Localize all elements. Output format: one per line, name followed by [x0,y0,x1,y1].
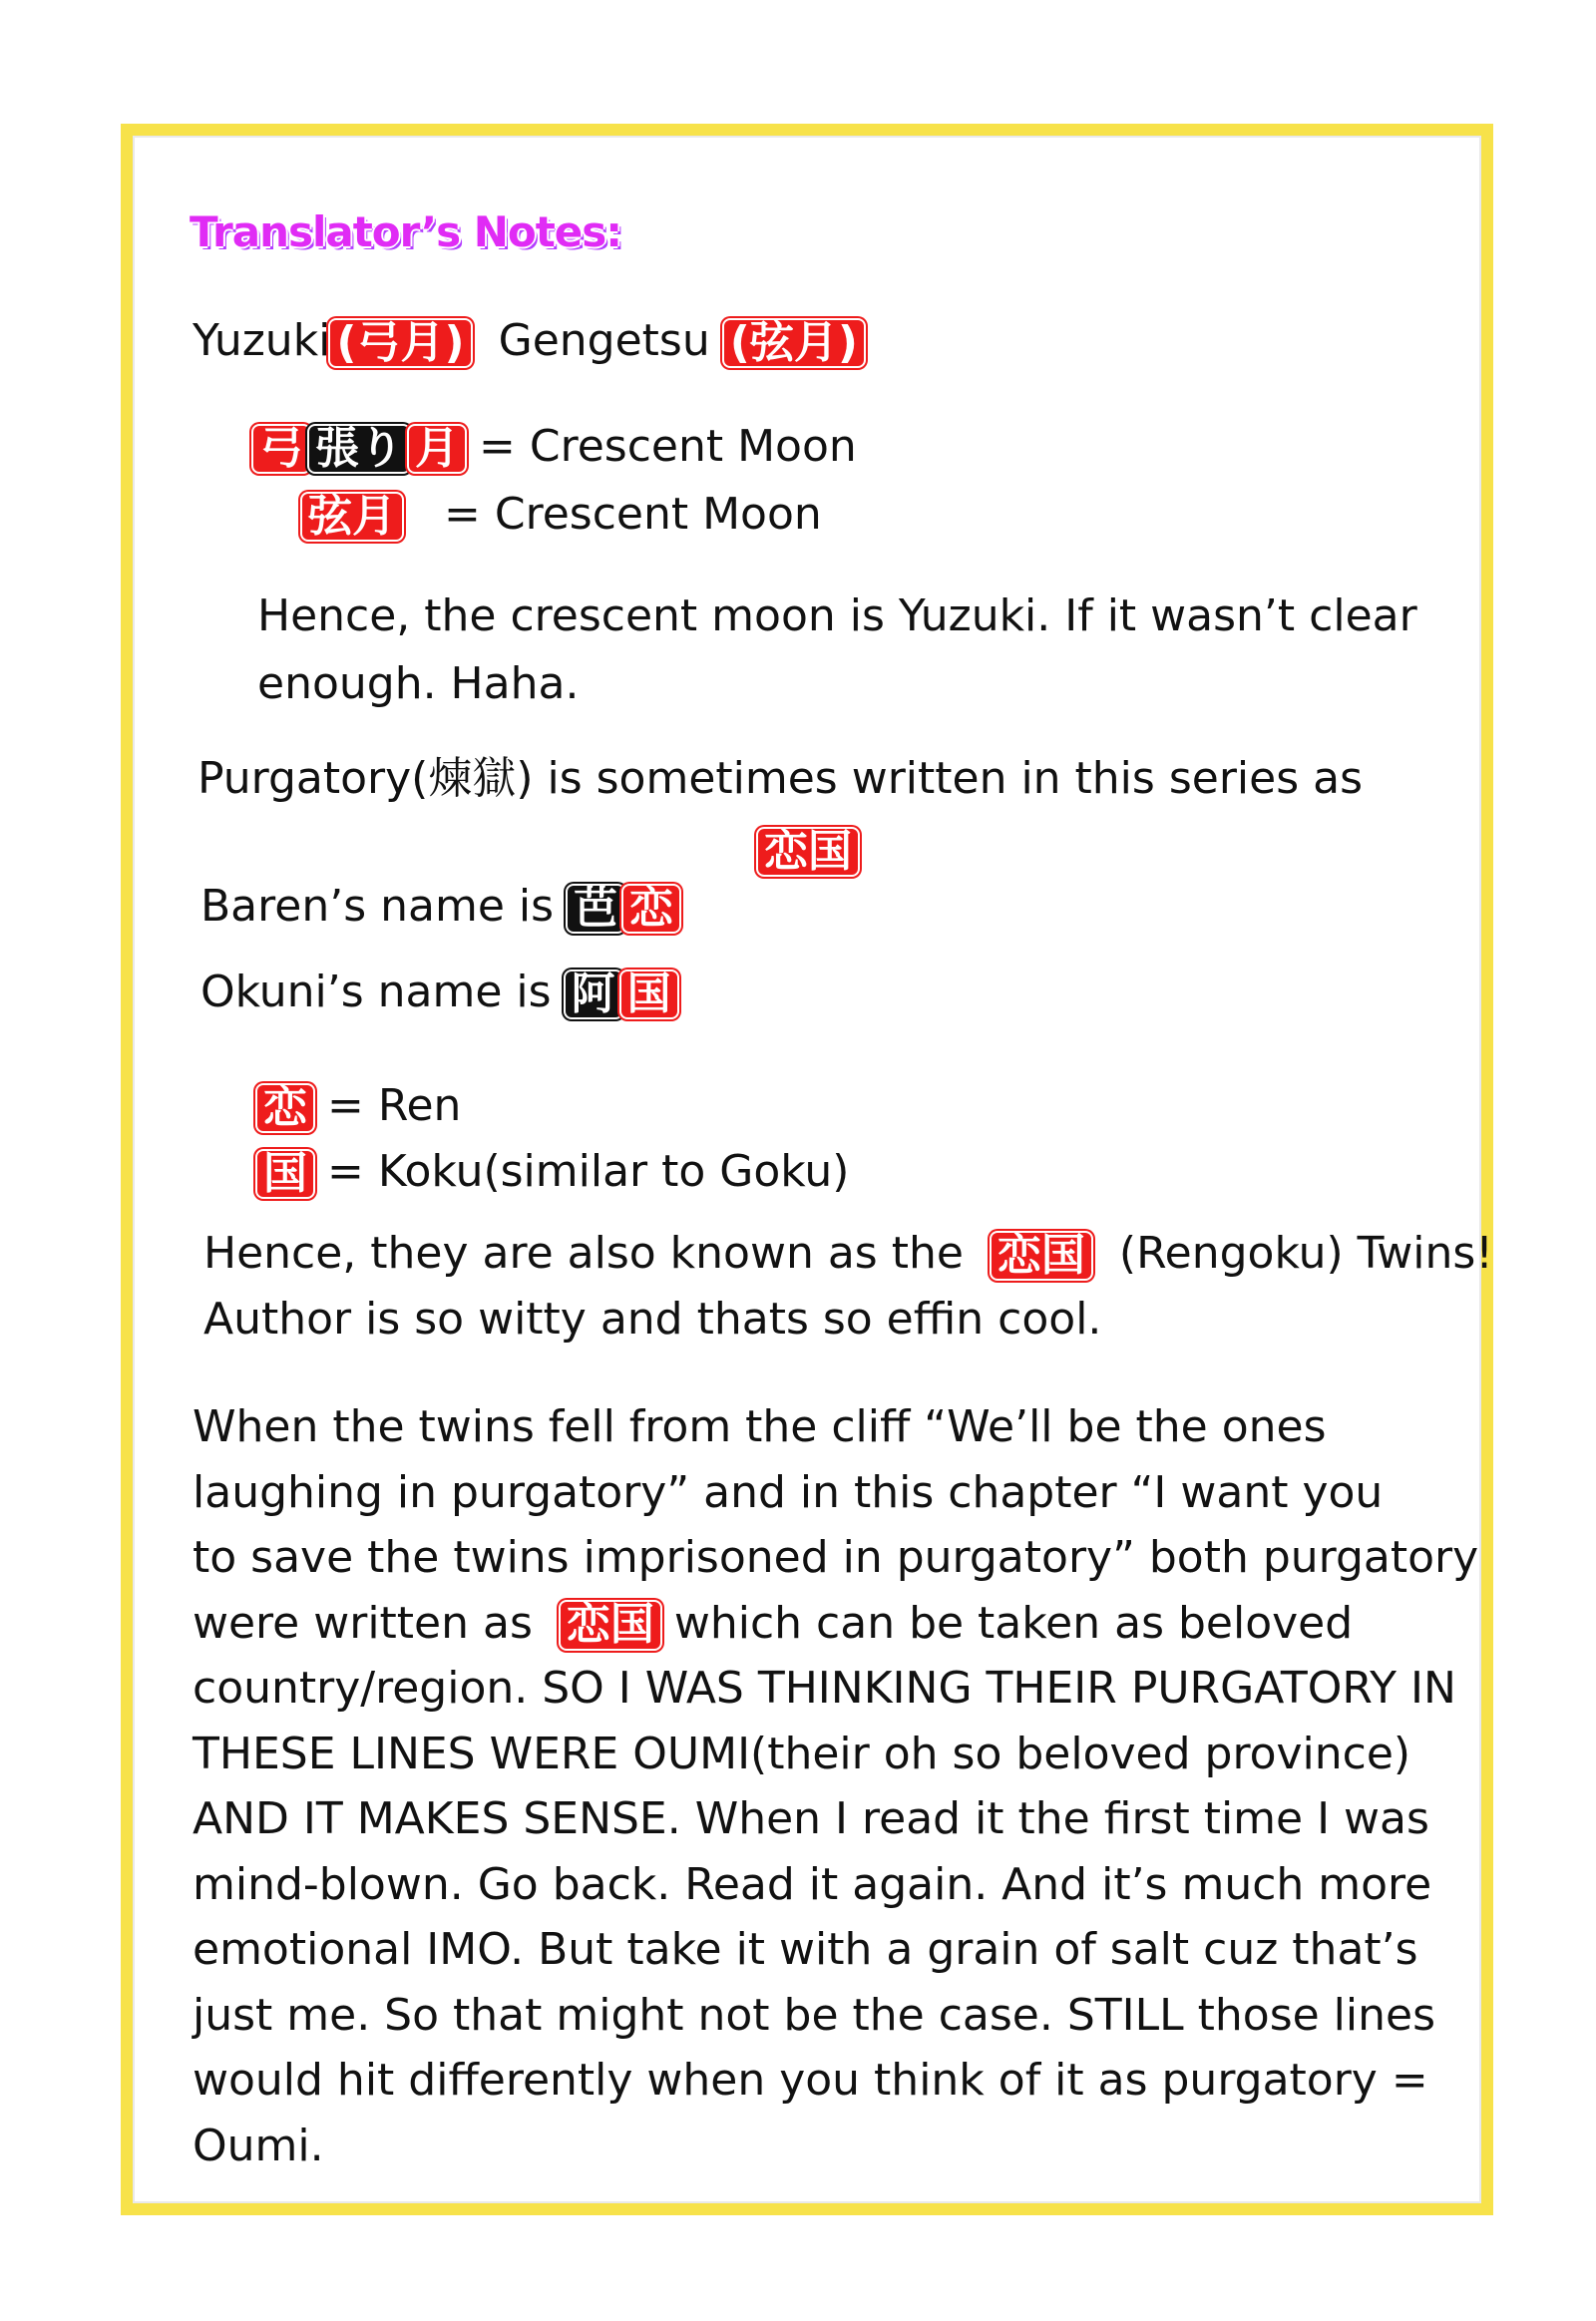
yuzuki-gengetsu-row [193,317,864,366]
hence-line-1: Hence, the crescent moon is Yuzuki. If it wasn’t clear [257,590,1417,641]
para-line: would hit differently when you think of it as purgatory = [193,2055,1428,2106]
para-line: AND IT MAKES SENSE. When I read it the first time I was [193,1793,1429,1844]
para-line: just me. So that might not be the case. STILL those lines [193,1989,1436,2041]
para-line: Oumi. [193,2120,324,2171]
yuzuki-kanji: (弓月) [330,320,470,366]
kanji-o: 阿 [566,971,621,1017]
kanji-yumi: 弓 [253,426,309,472]
gengetsu-kanji: (弦月) [724,320,864,366]
kanji-tsuki: 月 [409,426,465,472]
baren-text: Baren’s name is [200,881,555,932]
kanji-ren-single: 恋 [257,1085,313,1131]
definition-text: = Crescent Moon [444,489,822,540]
purgatory-line: Purgatory(煉獄) is sometimes written in this series as [198,753,1363,804]
hence2-b: (Rengoku) Twins! [1118,1228,1493,1279]
para-line: mind-blown. Go back. Read it again. And it’s much more [193,1858,1432,1910]
para-line: to save the twins imprisoned in purgatory” both purgatory [193,1532,1479,1583]
rengoku-kanji-3: 恋国 [561,1602,660,1648]
kanji-gengetsu: 弦月 [302,494,402,540]
para-text: which can be taken as beloved [673,1597,1354,1649]
koku-line [257,1148,849,1197]
paragraph [193,1394,1478,2178]
para-line: emotional IMO. But take it with a grain of salt cuz that’s [193,1924,1418,1975]
definition-text: = Crescent Moon [479,421,857,472]
koku-text: = Koku(similar to Goku) [327,1146,850,1197]
definition-yumiharizuki [253,423,857,472]
hence-line-2: enough. Haha. [257,658,580,709]
gengetsu-label: Gengetsu [498,315,710,366]
ren-text: = Ren [327,1080,462,1131]
okuni-text: Okuni’s name is [200,967,552,1017]
hence2-a: Hence, they are also known as the [203,1228,964,1279]
rengoku-twins-line [203,1230,1493,1279]
ren-line [257,1082,461,1131]
purgatory-kanji-line [758,826,858,875]
page-title: Translator’s Notes: [190,207,622,256]
para-line: When the twins fell from the cliff “We’ll be the ones [193,1401,1327,1452]
baren-line [200,883,679,932]
kanji-hari: 張り [309,426,409,472]
kanji-ren: 恋 [623,886,679,932]
para-line: THESE LINES WERE OUMI(their oh so beloved province) [193,1728,1411,1779]
okuni-line [200,968,677,1017]
para-line: laughing in purgatory” and in this chapter “I want you [193,1466,1384,1518]
rengoku-kanji: 恋国 [758,829,858,875]
para-line: country/region. SO I WAS THINKING THEIR PURGATORY IN [193,1663,1456,1714]
para-line [193,1591,1478,1657]
definition-gengetsu [302,491,822,540]
kanji-ba: 芭 [568,886,623,932]
para-text: were written as [193,1597,533,1649]
yuzuki-label: Yuzuki [193,315,331,366]
kanji-kuni: 国 [621,971,677,1017]
rengoku-kanji-2: 恋国 [992,1233,1091,1279]
author-witty-line: Author is so witty and thats so effin cool. [203,1294,1102,1345]
kanji-koku-single: 国 [257,1151,313,1197]
